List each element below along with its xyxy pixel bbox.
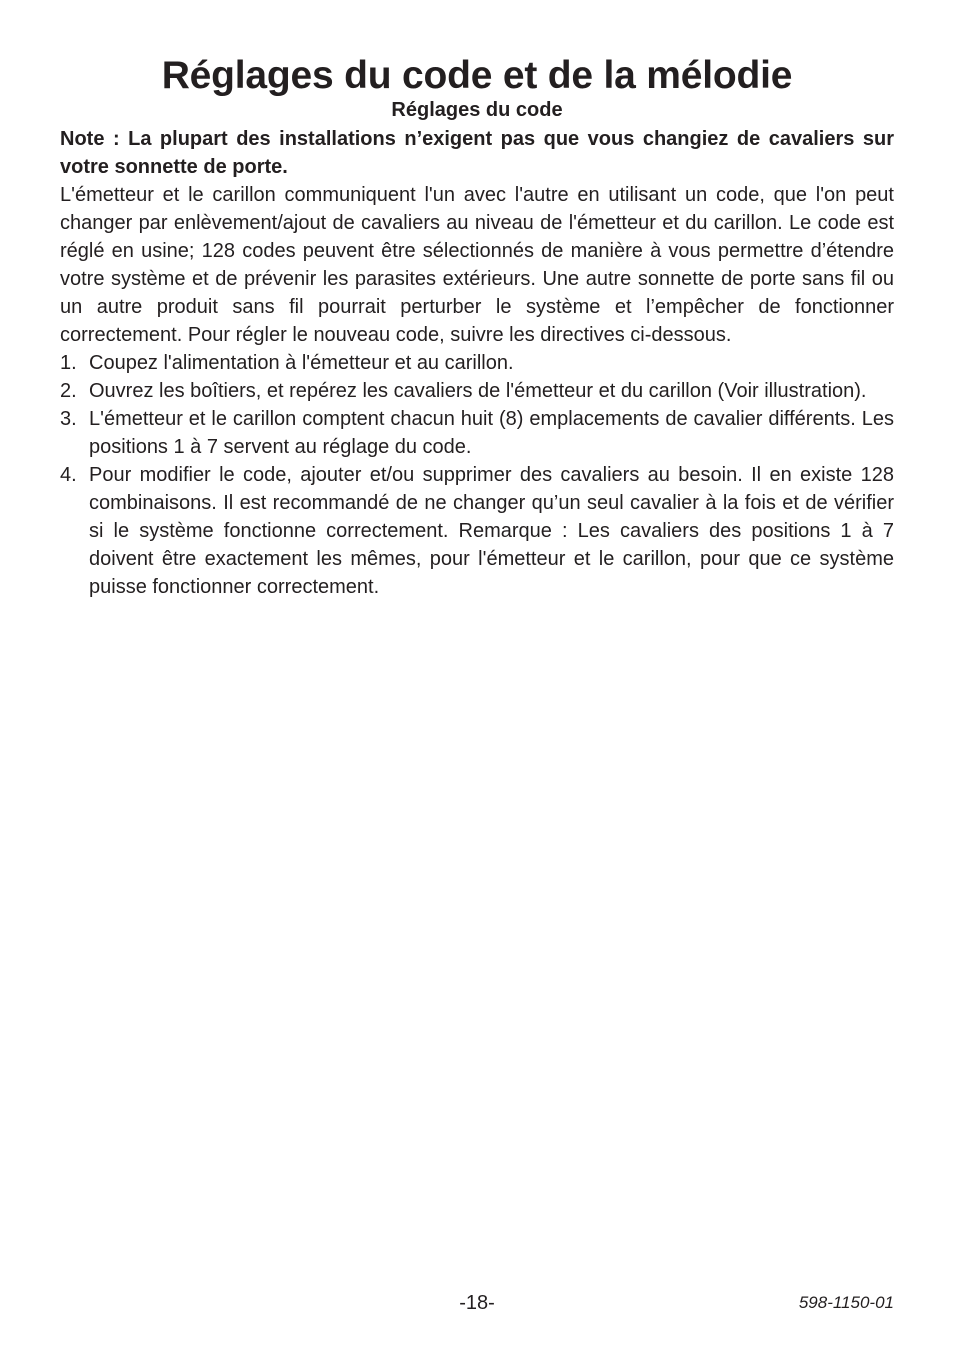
document-code: 598-1150-01 (798, 1293, 894, 1312)
step-text: L'émetteur et le carillon comptent chacun huit (8) emplacements de cavalier différents. Les positions 1 à 7 servent au réglage du code. (89, 408, 894, 458)
step-text: Pour modifier le code, ajouter et/ou supprimer des cavaliers au besoin. Il en existe 128 combinaisons. Il est recommandé de ne changer qu’un seul cavalier à la fois et de vérifier si le système fonctionne correctement. Remarque : Les cavaliers des positions 1 à 7 doivent être exactement les mêmes, pour l'émetteur et le carillon, pour que ce système puisse fonctionner correctement. (89, 464, 894, 598)
page-title: Réglages du code et de la mélodie (161, 54, 793, 97)
main-content (60, 125, 894, 601)
section-subtitle: Réglages du code (391, 99, 563, 121)
steps-list (60, 349, 894, 601)
list-item (60, 405, 894, 461)
step-text: Coupez l'alimentation à l'émetteur et au carillon. (89, 352, 514, 374)
step-text: Ouvrez les boîtiers, et repérez les cavaliers de l'émetteur et du carillon (Voir illustration). (89, 380, 867, 402)
step-number: 1. (60, 352, 77, 374)
list-item (60, 349, 894, 377)
list-item (60, 377, 894, 405)
intro-paragraph: L'émetteur et le carillon communiquent l'un avec l'autre en utilisant un code, que l'on peut changer par enlèvement/ajout de cavaliers au niveau de l'émetteur et du carillon. Le code est réglé en usine; 128 codes peuvent être sélectionnés de manière à vous permettre d’étendre votre système et de prévenir les parasites extérieurs. Une autre sonnette de porte sans fil ou un autre produit sans fil pourrait perturber le système et l’empêcher de fonctionner correctement. Pour régler le nouveau code, suivre les directives ci-dessous. (60, 184, 894, 346)
step-number: 2. (60, 380, 77, 402)
list-item (60, 461, 894, 601)
note-paragraph: Note : La plupart des installations n’exigent pas que vous changiez de cavaliers sur votre sonnette de porte. (60, 128, 894, 178)
step-number: 3. (60, 408, 77, 430)
page-number: -18- (459, 1292, 495, 1314)
step-number: 4. (60, 464, 77, 486)
